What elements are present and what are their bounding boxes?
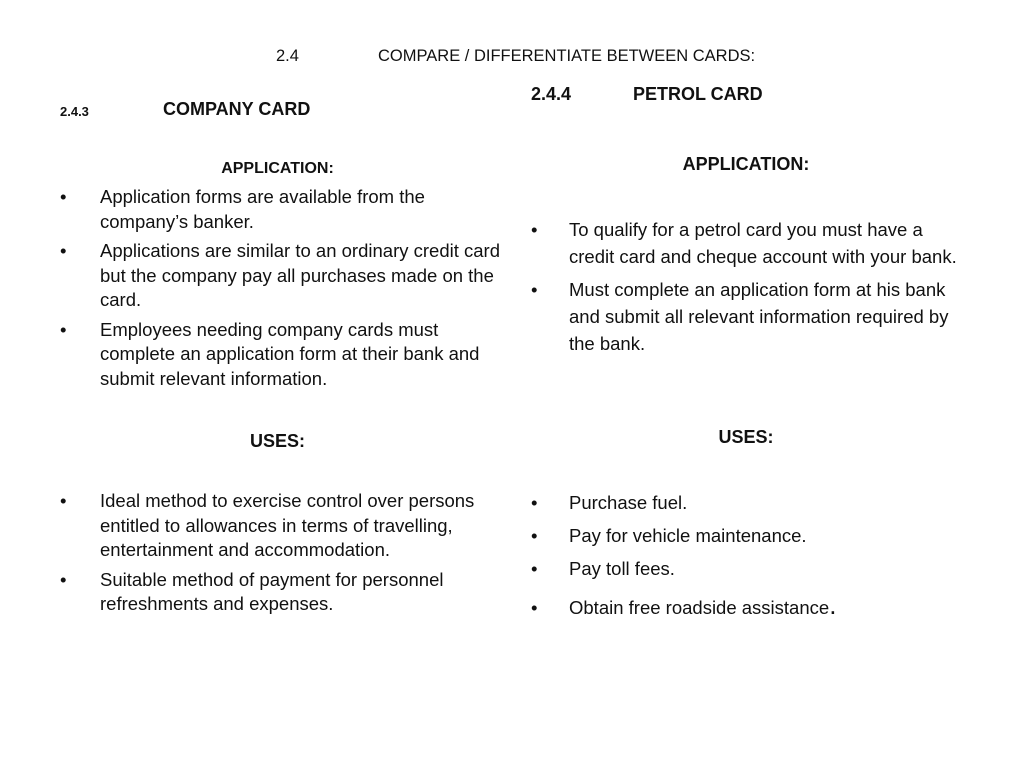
right-application-heading: APPLICATION: (682, 154, 810, 174)
list-item: • Application forms are available from the company’s banker. (60, 186, 425, 232)
title-text: COMPARE / DIFFERENTIATE BETWEEN CARDS: (378, 47, 756, 65)
left-section-number: 2.4.3 (60, 104, 89, 119)
list-item: • Must complete an application form at his bank and submit all relevant information required by the bank. (531, 276, 961, 357)
list-item: • To qualify for a petrol card you must have a credit card and cheque account with your bank. (531, 216, 961, 270)
bullet-icon: • (60, 240, 67, 261)
right-uses-heading: USES: (718, 427, 774, 447)
right-uses-list (531, 489, 961, 627)
list-item: • Pay for vehicle maintenance. (531, 522, 961, 549)
right-section-name: PETROL CARD (633, 84, 763, 104)
right-section-number: 2.4.4 (531, 84, 572, 104)
left-section-name: COMPANY CARD (163, 99, 311, 119)
right-application-list (531, 216, 961, 363)
bullet-icon: • (531, 219, 538, 240)
bullet-icon: • (60, 568, 67, 590)
bullet-icon: • (531, 279, 538, 300)
list-item: • Obtain free roadside assistance. (531, 590, 837, 620)
trailing-period: . (829, 590, 837, 620)
left-uses-list (60, 489, 500, 622)
bullet-icon: • (60, 186, 67, 207)
bullet-icon: • (60, 490, 67, 511)
left-application-list (60, 185, 500, 396)
left-application-heading: APPLICATION: (221, 160, 334, 177)
bullet-icon: • (60, 318, 67, 340)
title-number: 2.4 (276, 47, 299, 65)
bullet-icon: • (531, 492, 538, 513)
list-item: • Ideal method to exercise control over persons entitled to allowances in terms of travelling, entertainment and accommodation. (60, 490, 475, 560)
slide-title (276, 47, 755, 66)
bullet-icon: • (531, 525, 538, 546)
list-item: • Employees needing company cards must complete an application form at their bank and submit relevant information. (60, 318, 480, 389)
list-item: • Suitable method of payment for personnel refreshments and expenses. (60, 568, 444, 614)
list-item: • Pay toll fees. (531, 555, 961, 582)
left-uses-heading: USES: (249, 431, 305, 451)
list-item: • Applications are similar to an ordinary credit card but the company pay all purchases made on the card. (60, 240, 500, 310)
bullet-icon: • (531, 558, 538, 579)
bullet-icon: • (531, 597, 538, 618)
list-item: • Purchase fuel. (531, 489, 961, 516)
